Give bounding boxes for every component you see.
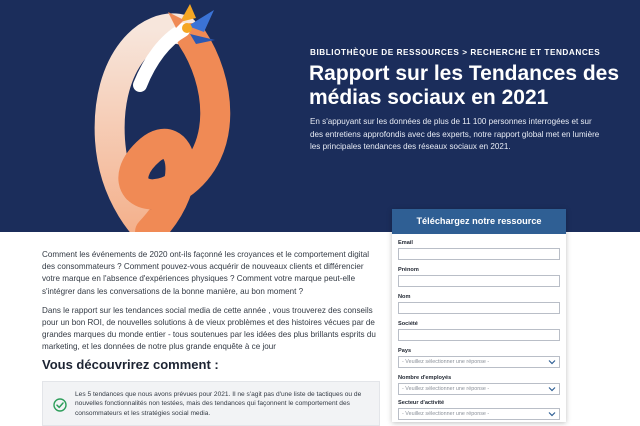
lastname-field-group (398, 293, 560, 314)
lastname-label: Nom (398, 294, 411, 300)
country-select-value: - Veuillez sélectionner une réponse - (402, 359, 490, 365)
body-paragraph-1: Comment les événements de 2020 ont-ils façonné les croyances et le comportement digital des consommateurs ? Comment pouvez-vous acquérir de nouveaux clients et différencier votre marque en l'absence d'expériences physiques ? Comment votre marque peut-elle s'intégrer dans les conversations de la bonne manière, au bon moment ? (42, 250, 370, 296)
list-item-text: Les 5 tendances que nous avons prévues pour 2021. Il ne s'agit pas d'une liste de tactiques ou de nouvelles fonctionnalités non testées, mais des tendances qui façonnent le comportement des consommateurs et les stratégies social media. (75, 391, 362, 417)
download-form (392, 209, 566, 422)
article-body (42, 249, 382, 361)
lastname-input[interactable] (398, 302, 560, 314)
form-header: Téléchargez notre ressource (392, 209, 566, 234)
industry-label: Secteur d'activité (398, 400, 445, 406)
firstname-field-group (398, 266, 560, 287)
firstname-input[interactable] (398, 275, 560, 287)
chevron-down-icon (548, 358, 556, 366)
employees-label: Nombre d'employés (398, 375, 452, 381)
body-paragraph-2: Dans le rapport sur les tendances social media de cette année , vous trouverez des conseils pour un bon ROI, de nouvelles solutions à de vieux problèmes et des histoires vécues par de grandes marques du monde entier - tous soutenues par les idées des plus brillants esprits du marketing, et les données de notre plus grande enquête à ce jour (42, 305, 376, 352)
country-field-group (398, 347, 560, 368)
firstname-label: Prénom (398, 267, 419, 273)
breadcrumb[interactable]: BIBLIOTHÈQUE DE RESSOURCES > RECHERCHE ET TENDANCES (310, 48, 601, 57)
chevron-down-icon (548, 385, 556, 393)
page-title: Rapport sur les Tendances des médias sociaux en 2021 (309, 62, 620, 109)
company-label: Société (398, 321, 418, 327)
industry-field-group (398, 399, 560, 420)
check-circle-icon (53, 398, 67, 412)
employees-field-group (398, 374, 560, 395)
email-field-group (398, 239, 560, 260)
country-select[interactable] (398, 356, 560, 368)
industry-select-value: - Veuillez sélectionner une réponse - (402, 411, 490, 417)
country-label: Pays (398, 348, 412, 354)
company-input[interactable] (398, 329, 560, 341)
ribbon-illustration-icon (0, 0, 300, 232)
hero-intro: En s'appuyant sur les données de plus de 11 100 personnes interrogées et sur des entretiens approfondis avec des experts, notre rapport global met en lumière les principales tendances des réseaux sociaux en 2021. (310, 117, 600, 151)
list-item (42, 381, 380, 426)
industry-select[interactable] (398, 408, 560, 420)
company-field-group (398, 320, 560, 341)
discover-heading: Vous découvrirez comment : (42, 357, 219, 372)
employees-select[interactable] (398, 383, 560, 395)
email-input[interactable] (398, 248, 560, 260)
chevron-down-icon (548, 410, 556, 418)
employees-select-value: - Veuillez sélectionner une réponse - (402, 386, 490, 392)
email-label: Email (398, 240, 413, 246)
